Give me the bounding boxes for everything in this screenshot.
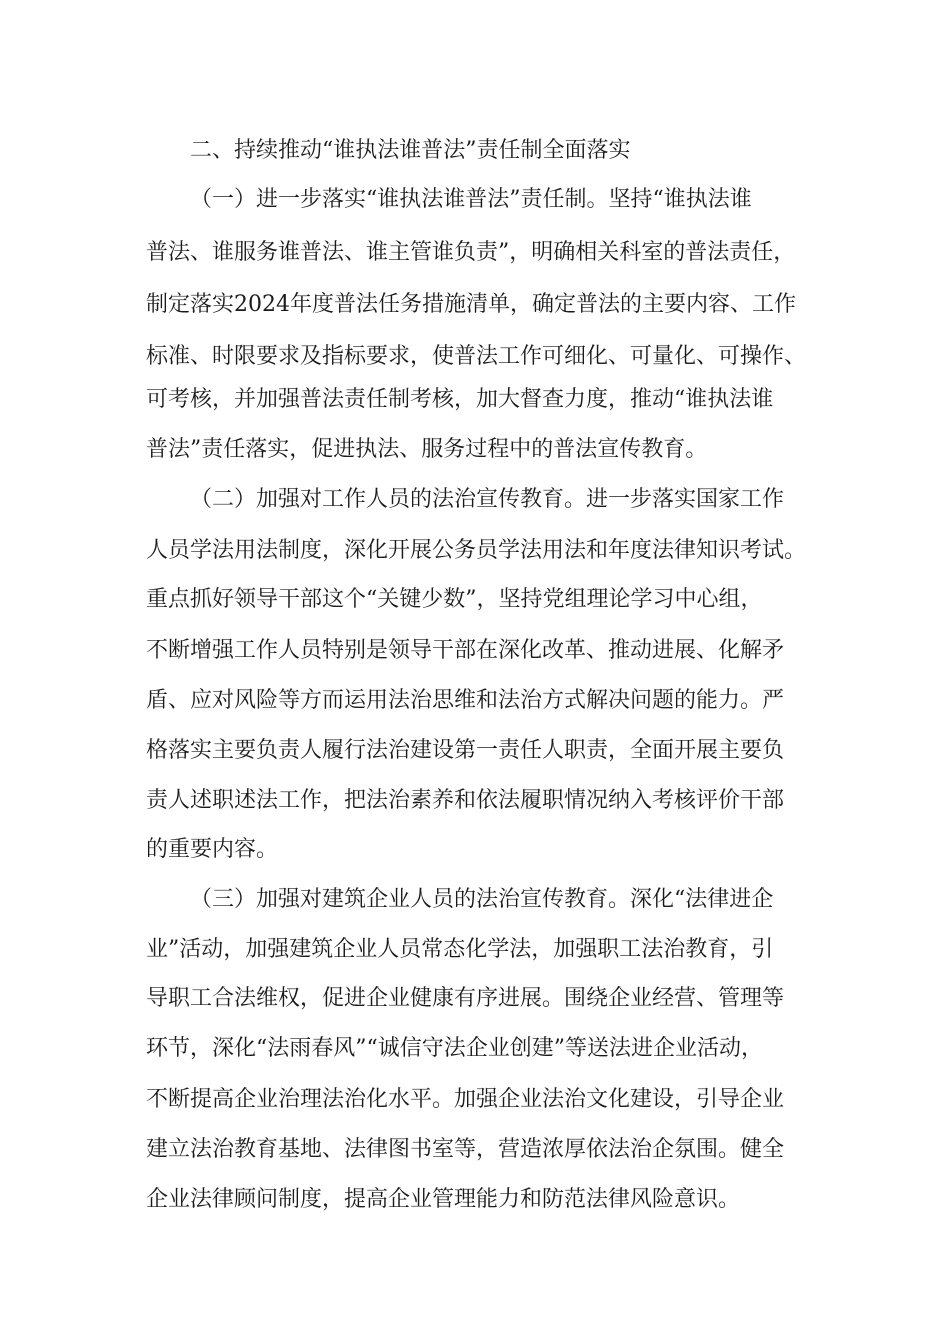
paragraph-2-line-5: 盾、应对风险等方而运用法治思维和法治方式解决问题的能力。严	[146, 688, 785, 713]
paragraph-2-line-3: 重点抓好领导干部这个“关键少数”，坚持党组理论学习中心组，	[146, 587, 763, 612]
paragraph-3-line-1: （三）加强对建筑企业人员的法治宣传教育。深化“法律进企	[190, 887, 774, 912]
paragraph-2-line-2: 人员学法用法制度，深化开展公务员学法用法和年度法律知识考试。	[146, 538, 807, 563]
paragraph-2-line-4: 不断增强工作人员特别是领导干部在深化改革、推动进展、化解矛	[146, 638, 785, 663]
paragraph-1-line-6: 普法”责任落实，促进执法、服务过程中的普法宣传教育。	[146, 437, 708, 462]
paragraph-2-line-6: 格落实主要负责人履行法治建设第一责任人职责，全面开展主要负	[146, 738, 785, 763]
paragraph-3-line-3: 导职工合法维权，促进企业健康有序进展。围绕企业经营、管理等	[146, 986, 785, 1011]
paragraph-1-line-3: 制定落实2024年度普法任务措施清单，确定普法的主要内容、工作	[146, 292, 796, 317]
paragraph-2-line-1: （二）加强对工作人员的法治宣传教育。进一步落实国家工作	[190, 487, 785, 512]
paragraph-3-line-5: 不断提高企业治理法治化水平。加强企业法治文化建设，引导企业	[146, 1087, 785, 1112]
paragraph-2-line-8: 的重要内容。	[146, 837, 279, 862]
section-heading: 二、持续推动“谁执法谁普法”责任制全面落实	[190, 138, 631, 163]
paragraph-3-line-2: 业”活动，加强建筑企业人员常态化学法，加强职工法治教育，引	[146, 937, 774, 962]
paragraph-1-line-1: （一）进一步落实“谁执法谁普法”责任制。坚持“谁执法谁	[190, 187, 752, 212]
paragraph-3-line-7: 企业法律顾问制度，提高企业管理能力和防范法律风险意识。	[146, 1187, 741, 1212]
paragraph-3-line-6: 建立法治教育基地、法律图书室等，营造浓厚依法治企氛围。健全	[146, 1137, 785, 1162]
paragraph-1-line-4: 标准、时限要求及指标要求，使普法工作可细化、可量化、可操作、	[146, 344, 807, 369]
paragraph-2-line-7: 责人述职述法工作，把法治素养和依法履职情况纳入考核评价干部	[146, 788, 785, 813]
paragraph-3-line-4: 环节，深化“法雨春风”“诚信守法企业创建”等送法进企业活动，	[146, 1036, 763, 1061]
paragraph-1-line-2: 普法、谁服务谁普法、谁主管谁负责”，明确相关科室的普法责任，	[146, 240, 796, 265]
paragraph-1-line-5: 可考核，并加强普法责任制考核，加大督查力度，推动“谁执法谁	[146, 387, 774, 412]
